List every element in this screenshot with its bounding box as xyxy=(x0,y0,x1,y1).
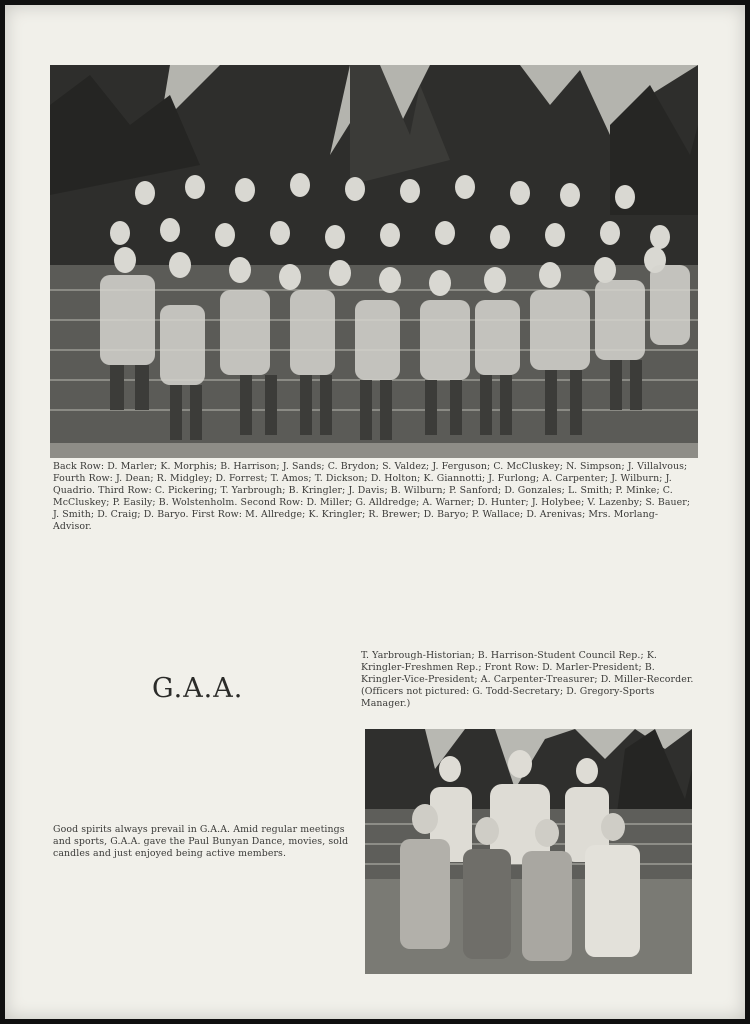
group-photo xyxy=(50,65,698,458)
section-title: G.A.A. xyxy=(152,673,244,704)
officers-photo xyxy=(365,729,692,974)
group-photo-roster: Back Row: D. Marler; K. Morphis; B. Harrison; J. Sands; C. Brydon; S. Valdez; J. Ferguson; C. McCluskey; N. Simpson; J. Villalvous; Fourth Row: J. Dean; R. Midgley; D. Forrest; T. Amos; T. Dickson; D. Holton; K. Giannotti; J. Furlong; A. Carpenter; J. Wilburn; J. Quadrio. Third Row: C. Pickering; T. Yarbrough; B. Kringler; J. Davis; B. Wilburn; P. Sanford; D. Gonzales; L. Smith; P. Minke; C. McCluskey; P. Easily; B. Wolstenholm. Second Row: D. Miller; G. Alldredge; A. Warner; D. Hunter; J. Holybee; V. Lazenby; S. Bauer; J. Smith; D. Craig; D. Baryo. First Row: M. Allredge; K. Kringler; R. Brewer; D. Baryo; P. Wallace; D. Arenivas; Mrs. Morlang-Advisor. xyxy=(53,461,691,532)
group-photo-image xyxy=(50,65,698,458)
yearbook-page xyxy=(5,5,745,1019)
officers-caption: T. Yarbrough-Historian; B. Harrison-Student Council Rep.; K. Kringler-Freshmen Rep.; Front Row: D. Marler-President; B. Kringler-Vice-President; A. Carpenter-Treasurer; D. Miller-Recorder. (Officers not pictured: G. Todd-Secretary; D. Gregory-Sports Manager.) xyxy=(361,650,694,709)
show-through-watermark xyxy=(365,605,695,645)
officers-photo-image xyxy=(365,729,692,974)
section-description: Good spirits always prevail in G.A.A. Amid regular meetings and sports, G.A.A. gave the Paul Bunyan Dance, movies, sold candles and just enjoyed being active members. xyxy=(53,824,349,859)
